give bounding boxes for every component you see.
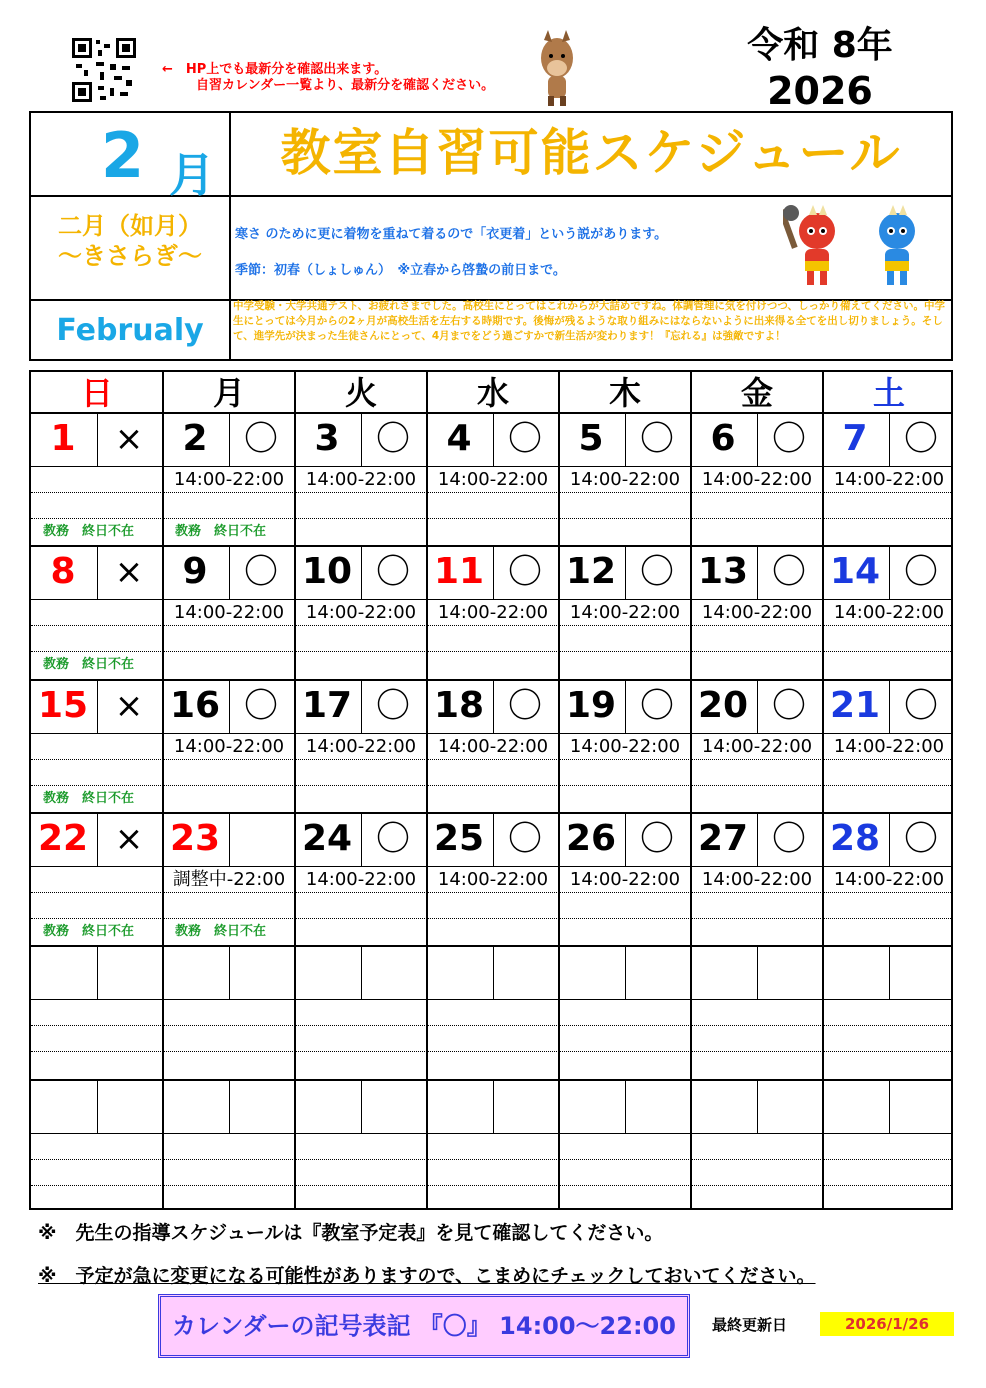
horse-mascot-icon <box>534 28 580 108</box>
staff-absence-note: 教務 終日不在 <box>43 923 135 939</box>
month-number: 2 <box>101 119 145 192</box>
open-hours: 調整中-22:00 <box>172 868 286 890</box>
staff-absence-note: 教務 終日不在 <box>175 524 267 539</box>
day-number: 6 <box>710 418 736 459</box>
staff-absence-note: 教務 終日不在 <box>43 524 135 539</box>
weekday-header-1: 月 <box>212 374 245 412</box>
staff-absence-note: 教務 終日不在 <box>43 790 135 806</box>
open-hours: 14:00-22:00 <box>701 735 813 757</box>
japanese-month-name-line1: 二月（如月） <box>58 212 202 240</box>
blue-oni-icon <box>867 205 927 289</box>
availability-mark: 〇 <box>508 552 542 593</box>
staff-absence-note: 教務 終日不在 <box>43 657 135 673</box>
open-hours: 14:00-22:00 <box>437 469 549 490</box>
day-number: 26 <box>565 817 617 859</box>
open-hours: 14:00-22:00 <box>305 868 417 890</box>
staff-absence-note: 教務 終日不在 <box>175 923 267 939</box>
day-number: 21 <box>829 684 881 726</box>
availability-mark: 〇 <box>376 419 410 459</box>
japanese-month-name <box>31 211 229 271</box>
availability-mark: 〇 <box>904 818 938 859</box>
day-number: 22 <box>37 817 89 859</box>
footer-note-2: ※ 予定が急に変更になる可能性がありますので、こまめにチェックしておいてください。 <box>38 1265 816 1287</box>
day-number: 16 <box>169 684 221 726</box>
footer-note-1: ※ 先生の指導スケジュールは『教室予定表』を見て確認してください。 <box>38 1222 664 1244</box>
availability-mark: 〇 <box>772 419 806 459</box>
availability-mark: × <box>114 419 144 459</box>
era-label: 令和 8年 <box>747 25 893 66</box>
open-hours: 14:00-22:00 <box>833 735 945 757</box>
english-month-name: Februaly <box>56 313 204 348</box>
open-hours: 14:00-22:00 <box>437 602 549 624</box>
availability-mark: 〇 <box>244 419 278 459</box>
open-hours: 14:00-22:00 <box>701 868 813 890</box>
last-updated-label: 最終更新日 <box>712 1316 788 1334</box>
day-number: 13 <box>697 551 749 593</box>
day-number: 7 <box>842 418 868 459</box>
season-note: 季節：初春（しょしゅん） ※立春から啓蟄の前日まで。 <box>235 263 566 278</box>
day-number: 1 <box>50 418 76 459</box>
availability-mark: 〇 <box>244 685 278 726</box>
availability-mark: 〇 <box>904 419 938 459</box>
availability-mark: 〇 <box>508 818 542 859</box>
open-hours: 14:00-22:00 <box>305 735 417 757</box>
open-hours: 14:00-22:00 <box>305 469 417 490</box>
open-hours: 14:00-22:00 <box>437 735 549 757</box>
open-hours: 14:00-22:00 <box>569 868 681 890</box>
day-number: 17 <box>301 684 353 726</box>
availability-mark: 〇 <box>772 818 806 859</box>
availability-mark: 〇 <box>640 818 674 859</box>
availability-mark: 〇 <box>508 419 542 459</box>
monthly-message: 中学受験・大学共通テスト、お疲れさまでした。高校生にとってはこれからが大詰めですね。体調管理に気を付けつつ、しっかり備えてください。中学生にとっては今月からの2ヶ月が高校生活を左右する時期です。後悔が残るような取り組みにはならないように出来得る全てを出し切りましょう。そして、進学先が決まった生徒さんにとって、4月までをどう過ごすかで新生活が変わります！『忘れる』は強敵ですよ！ <box>233 300 946 342</box>
availability-mark: 〇 <box>640 685 674 726</box>
open-hours: 14:00-22:00 <box>569 469 681 490</box>
weekday-header-4: 木 <box>608 374 641 412</box>
weekday-header-2: 火 <box>344 374 377 412</box>
availability-mark: 〇 <box>376 552 410 593</box>
open-hours: 14:00-22:00 <box>437 868 549 890</box>
info-box <box>29 111 953 361</box>
month-kanji: 月 <box>169 148 215 202</box>
day-number: 25 <box>433 817 485 859</box>
day-number: 19 <box>565 684 617 726</box>
open-hours: 14:00-22:00 <box>569 735 681 757</box>
open-hours: 14:00-22:00 <box>701 602 813 624</box>
open-hours: 14:00-22:00 <box>569 602 681 624</box>
day-number: 23 <box>169 817 221 859</box>
availability-mark: × <box>114 552 144 593</box>
day-number: 12 <box>565 551 617 593</box>
day-number: 27 <box>697 817 749 859</box>
day-number: 10 <box>301 551 353 593</box>
day-number: 18 <box>433 684 485 726</box>
availability-mark: × <box>114 685 144 726</box>
open-hours: 14:00-22:00 <box>173 469 285 490</box>
last-updated-date: 2026/1/26 <box>820 1312 954 1336</box>
japanese-month-name-line2: 〜きさらぎ〜 <box>58 242 202 270</box>
day-number: 24 <box>301 817 353 859</box>
weekday-header-5: 金 <box>740 374 773 412</box>
hp-note <box>162 62 494 94</box>
day-number: 9 <box>182 551 208 593</box>
weekday-header-6: 土 <box>872 374 905 412</box>
day-number: 14 <box>829 551 881 593</box>
open-hours: 14:00-22:00 <box>833 602 945 624</box>
day-number: 15 <box>37 684 89 726</box>
open-hours: 14:00-22:00 <box>305 602 417 624</box>
red-oni-icon <box>783 205 843 289</box>
page-title: 教室自習可能スケジュール <box>280 124 902 182</box>
day-number: 11 <box>433 551 485 593</box>
availability-mark: 〇 <box>772 685 806 726</box>
open-hours: 14:00-22:00 <box>173 735 285 757</box>
weekday-header-0: 日 <box>80 374 113 412</box>
day-number: 2 <box>182 418 208 459</box>
availability-mark: 〇 <box>376 818 410 859</box>
qr-code[interactable] <box>70 36 138 104</box>
open-hours: 14:00-22:00 <box>833 868 945 890</box>
hp-note-line1: ← HP上でも最新分を確認出来ます。 <box>162 62 388 77</box>
open-hours: 14:00-22:00 <box>833 469 945 490</box>
month-name-origin: 寒さ のために更に着物を重ねて着るので「衣更着」という説があります。 <box>235 227 668 242</box>
hp-note-line2: 自習カレンダー一覧より、最新分を確認ください。 <box>196 78 495 93</box>
availability-mark: 〇 <box>640 552 674 593</box>
availability-mark: 〇 <box>772 552 806 593</box>
weekday-header-3: 水 <box>476 374 509 412</box>
availability-mark: 〇 <box>244 552 278 593</box>
day-number: 20 <box>697 684 749 726</box>
day-number: 5 <box>578 418 604 459</box>
day-number: 3 <box>314 418 340 459</box>
day-number: 4 <box>446 418 472 459</box>
availability-mark: 〇 <box>508 685 542 726</box>
open-hours: 14:00-22:00 <box>701 469 813 490</box>
availability-mark: 〇 <box>904 552 938 593</box>
availability-mark: × <box>114 818 144 859</box>
year-label: 2026 <box>767 69 873 113</box>
open-hours: 14:00-22:00 <box>173 602 285 624</box>
day-number: 8 <box>50 551 76 593</box>
calendar-grid <box>29 370 953 1210</box>
availability-mark: 〇 <box>640 419 674 459</box>
symbol-legend: カレンダーの記号表記 『〇』 14:00〜22:00 <box>158 1294 690 1358</box>
day-number: 28 <box>829 817 881 859</box>
availability-mark: 〇 <box>904 685 938 726</box>
availability-mark: 〇 <box>376 685 410 726</box>
